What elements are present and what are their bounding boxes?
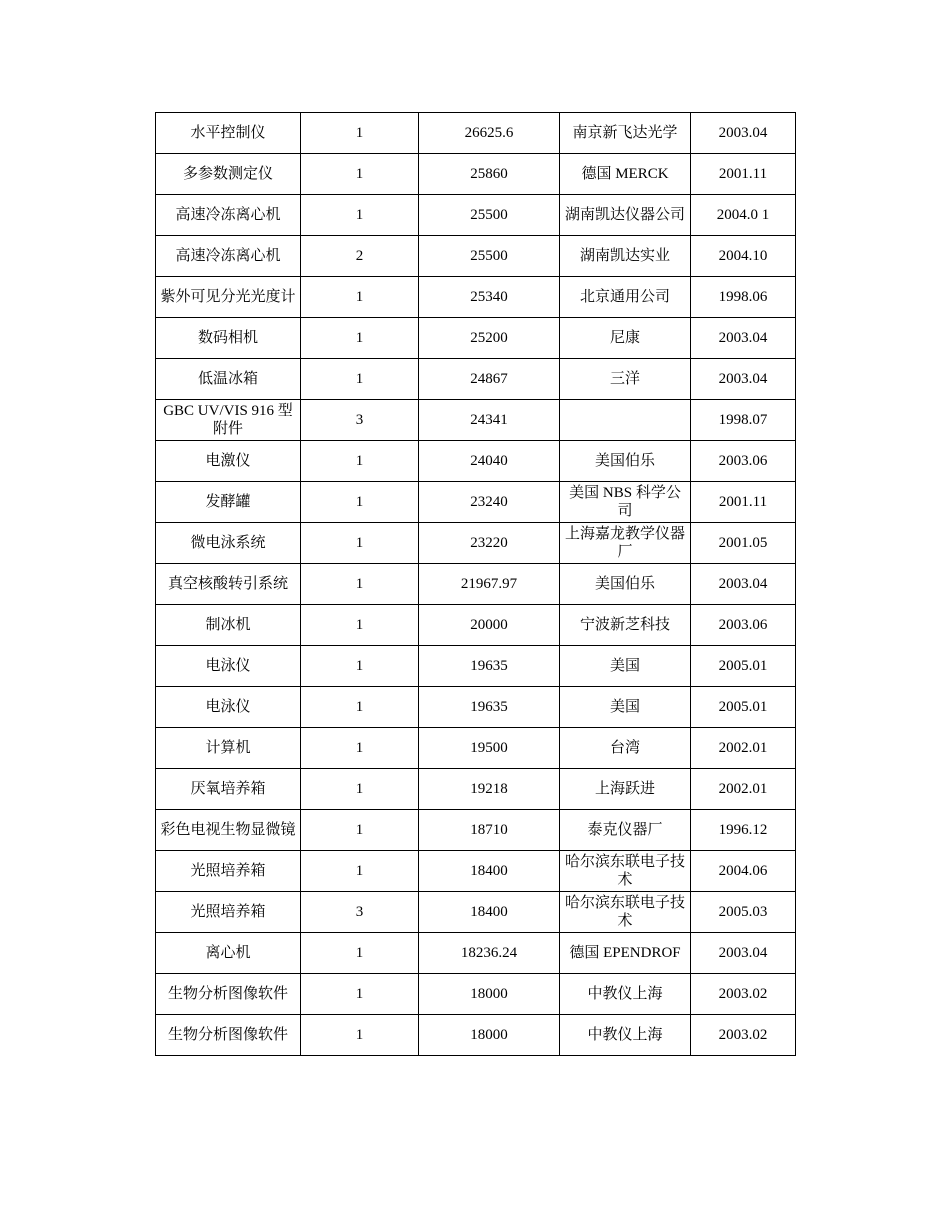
table-row xyxy=(156,933,796,974)
unit-price-cell: 24341 xyxy=(419,400,560,441)
table-row xyxy=(156,523,796,564)
equipment-table-body xyxy=(156,113,796,1056)
equipment-name-cell: 真空核酸转引系统 xyxy=(156,564,301,605)
purchase-date-cell: 2001.11 xyxy=(691,154,796,195)
unit-price-cell: 26625.6 xyxy=(419,113,560,154)
equipment-name-cell: 厌氧培养箱 xyxy=(156,769,301,810)
manufacturer-cell: 北京通用公司 xyxy=(560,277,691,318)
unit-price-cell: 19500 xyxy=(419,728,560,769)
unit-price-cell: 25860 xyxy=(419,154,560,195)
unit-price-cell: 18400 xyxy=(419,892,560,933)
unit-price-cell: 18400 xyxy=(419,851,560,892)
unit-price-cell: 18236.24 xyxy=(419,933,560,974)
purchase-date-cell: 2004.06 xyxy=(691,851,796,892)
equipment-name-cell: 生物分析图像软件 xyxy=(156,974,301,1015)
quantity-cell: 1 xyxy=(301,318,419,359)
quantity-cell: 2 xyxy=(301,236,419,277)
quantity-cell: 1 xyxy=(301,482,419,523)
table-row xyxy=(156,728,796,769)
table-row xyxy=(156,646,796,687)
equipment-name-cell: 多参数测定仪 xyxy=(156,154,301,195)
table-row xyxy=(156,441,796,482)
quantity-cell: 1 xyxy=(301,359,419,400)
purchase-date-cell: 2001.11 xyxy=(691,482,796,523)
table-row xyxy=(156,1015,796,1056)
unit-price-cell: 19635 xyxy=(419,687,560,728)
purchase-date-cell: 2003.04 xyxy=(691,933,796,974)
unit-price-cell: 25340 xyxy=(419,277,560,318)
quantity-cell: 1 xyxy=(301,646,419,687)
purchase-date-cell: 2001.05 xyxy=(691,523,796,564)
table-row xyxy=(156,892,796,933)
equipment-name-cell: 高速冷冻离心机 xyxy=(156,195,301,236)
quantity-cell: 1 xyxy=(301,564,419,605)
unit-price-cell: 23240 xyxy=(419,482,560,523)
manufacturer-cell: 三洋 xyxy=(560,359,691,400)
table-row xyxy=(156,277,796,318)
equipment-name-cell: 光照培养箱 xyxy=(156,851,301,892)
manufacturer-cell: 中教仪上海 xyxy=(560,974,691,1015)
unit-price-cell: 25500 xyxy=(419,195,560,236)
purchase-date-cell: 2003.06 xyxy=(691,441,796,482)
unit-price-cell: 21967.97 xyxy=(419,564,560,605)
unit-price-cell: 18000 xyxy=(419,974,560,1015)
manufacturer-cell: 美国 xyxy=(560,646,691,687)
equipment-name-cell: 电泳仪 xyxy=(156,687,301,728)
purchase-date-cell: 1996.12 xyxy=(691,810,796,851)
manufacturer-cell: 尼康 xyxy=(560,318,691,359)
manufacturer-cell: 上海跃进 xyxy=(560,769,691,810)
unit-price-cell: 24867 xyxy=(419,359,560,400)
equipment-name-cell: 低温冰箱 xyxy=(156,359,301,400)
equipment-name-cell: 光照培养箱 xyxy=(156,892,301,933)
equipment-name-cell: 数码相机 xyxy=(156,318,301,359)
equipment-name-cell: 发酵罐 xyxy=(156,482,301,523)
unit-price-cell: 18710 xyxy=(419,810,560,851)
manufacturer-cell: 湖南凯达仪器公司 xyxy=(560,195,691,236)
quantity-cell: 1 xyxy=(301,810,419,851)
purchase-date-cell: 2002.01 xyxy=(691,728,796,769)
unit-price-cell: 18000 xyxy=(419,1015,560,1056)
manufacturer-cell: 美国 NBS 科学公司 xyxy=(560,482,691,523)
manufacturer-cell: 台湾 xyxy=(560,728,691,769)
equipment-name-cell: 生物分析图像软件 xyxy=(156,1015,301,1056)
equipment-table xyxy=(155,112,796,1056)
quantity-cell: 1 xyxy=(301,851,419,892)
manufacturer-cell: 德国 EPENDROF xyxy=(560,933,691,974)
quantity-cell: 1 xyxy=(301,113,419,154)
table-row xyxy=(156,400,796,441)
manufacturer-cell: 美国 xyxy=(560,687,691,728)
quantity-cell: 1 xyxy=(301,687,419,728)
purchase-date-cell: 2003.04 xyxy=(691,113,796,154)
manufacturer-cell: 德国 MERCK xyxy=(560,154,691,195)
manufacturer-cell: 中教仪上海 xyxy=(560,1015,691,1056)
equipment-name-cell: GBC UV/VIS 916 型附件 xyxy=(156,400,301,441)
quantity-cell: 1 xyxy=(301,1015,419,1056)
purchase-date-cell: 2005.03 xyxy=(691,892,796,933)
table-row xyxy=(156,359,796,400)
equipment-name-cell: 紫外可见分光光度计 xyxy=(156,277,301,318)
purchase-date-cell: 2003.06 xyxy=(691,605,796,646)
equipment-name-cell: 电泳仪 xyxy=(156,646,301,687)
purchase-date-cell: 2005.01 xyxy=(691,687,796,728)
purchase-date-cell: 2004.0 1 xyxy=(691,195,796,236)
quantity-cell: 1 xyxy=(301,441,419,482)
manufacturer-cell: 哈尔滨东联电子技术 xyxy=(560,851,691,892)
equipment-name-cell: 电激仪 xyxy=(156,441,301,482)
purchase-date-cell: 2003.04 xyxy=(691,564,796,605)
table-row xyxy=(156,974,796,1015)
manufacturer-cell: 美国伯乐 xyxy=(560,564,691,605)
quantity-cell: 1 xyxy=(301,277,419,318)
purchase-date-cell: 2003.02 xyxy=(691,1015,796,1056)
table-row xyxy=(156,318,796,359)
unit-price-cell: 19218 xyxy=(419,769,560,810)
equipment-name-cell: 高速冷冻离心机 xyxy=(156,236,301,277)
equipment-name-cell: 制冰机 xyxy=(156,605,301,646)
unit-price-cell: 25200 xyxy=(419,318,560,359)
manufacturer-cell: 宁波新芝科技 xyxy=(560,605,691,646)
table-row xyxy=(156,195,796,236)
equipment-name-cell: 离心机 xyxy=(156,933,301,974)
table-row xyxy=(156,154,796,195)
table-row xyxy=(156,236,796,277)
table-row xyxy=(156,605,796,646)
quantity-cell: 1 xyxy=(301,154,419,195)
table-row xyxy=(156,482,796,523)
quantity-cell: 1 xyxy=(301,769,419,810)
unit-price-cell: 24040 xyxy=(419,441,560,482)
purchase-date-cell: 2003.04 xyxy=(691,318,796,359)
quantity-cell: 3 xyxy=(301,892,419,933)
equipment-name-cell: 彩色电视生物显微镜 xyxy=(156,810,301,851)
purchase-date-cell: 2002.01 xyxy=(691,769,796,810)
equipment-name-cell: 微电泳系统 xyxy=(156,523,301,564)
manufacturer-cell: 泰克仪器厂 xyxy=(560,810,691,851)
quantity-cell: 3 xyxy=(301,400,419,441)
manufacturer-cell: 哈尔滨东联电子技术 xyxy=(560,892,691,933)
table-row xyxy=(156,851,796,892)
quantity-cell: 1 xyxy=(301,195,419,236)
manufacturer-cell: 南京新飞达光学 xyxy=(560,113,691,154)
table-row xyxy=(156,769,796,810)
manufacturer-cell: 美国伯乐 xyxy=(560,441,691,482)
quantity-cell: 1 xyxy=(301,523,419,564)
unit-price-cell: 20000 xyxy=(419,605,560,646)
quantity-cell: 1 xyxy=(301,933,419,974)
quantity-cell: 1 xyxy=(301,605,419,646)
purchase-date-cell: 1998.07 xyxy=(691,400,796,441)
manufacturer-cell xyxy=(560,400,691,441)
quantity-cell: 1 xyxy=(301,974,419,1015)
unit-price-cell: 25500 xyxy=(419,236,560,277)
purchase-date-cell: 1998.06 xyxy=(691,277,796,318)
purchase-date-cell: 2005.01 xyxy=(691,646,796,687)
purchase-date-cell: 2003.04 xyxy=(691,359,796,400)
equipment-name-cell: 计算机 xyxy=(156,728,301,769)
manufacturer-cell: 上海嘉龙教学仪器厂 xyxy=(560,523,691,564)
table-row xyxy=(156,564,796,605)
table-row xyxy=(156,113,796,154)
unit-price-cell: 23220 xyxy=(419,523,560,564)
unit-price-cell: 19635 xyxy=(419,646,560,687)
table-row xyxy=(156,687,796,728)
quantity-cell: 1 xyxy=(301,728,419,769)
purchase-date-cell: 2003.02 xyxy=(691,974,796,1015)
manufacturer-cell: 湖南凯达实业 xyxy=(560,236,691,277)
table-row xyxy=(156,810,796,851)
purchase-date-cell: 2004.10 xyxy=(691,236,796,277)
equipment-name-cell: 水平控制仪 xyxy=(156,113,301,154)
